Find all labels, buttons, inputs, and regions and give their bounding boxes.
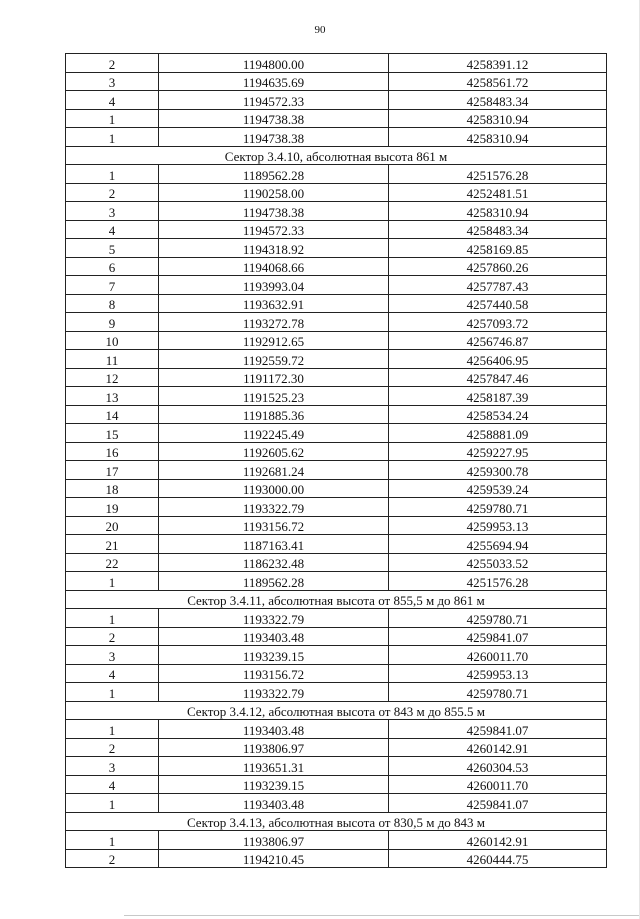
point-number-cell: 12	[66, 368, 159, 387]
point-number-cell: 17	[66, 461, 159, 480]
x-coordinate-cell: 1193000.00	[159, 479, 389, 498]
y-coordinate-cell: 4260444.75	[389, 849, 607, 868]
table-row	[66, 239, 607, 258]
table-row	[66, 849, 607, 868]
point-number-cell: 19	[66, 498, 159, 517]
table-row	[66, 368, 607, 387]
table-row	[66, 257, 607, 276]
table-row	[66, 405, 607, 424]
sector-title: Сектор 3.4.13, абсолютная высота от 830,5 м до 843 м	[66, 812, 607, 831]
x-coordinate-cell: 1192681.24	[159, 461, 389, 480]
point-number-cell: 10	[66, 331, 159, 350]
table-row	[66, 276, 607, 295]
y-coordinate-cell: 4255694.94	[389, 535, 607, 554]
point-number-cell: 2	[66, 54, 159, 73]
y-coordinate-cell: 4258187.39	[389, 387, 607, 406]
y-coordinate-cell: 4258881.09	[389, 424, 607, 443]
x-coordinate-cell: 1193272.78	[159, 313, 389, 332]
table-row	[66, 498, 607, 517]
y-coordinate-cell: 4259300.78	[389, 461, 607, 480]
coordinates-table-body	[66, 54, 607, 868]
y-coordinate-cell: 4256406.95	[389, 350, 607, 369]
point-number-cell: 1	[66, 128, 159, 147]
point-number-cell: 1	[66, 165, 159, 184]
y-coordinate-cell: 4259780.71	[389, 609, 607, 628]
y-coordinate-cell: 4259953.13	[389, 516, 607, 535]
y-coordinate-cell: 4251576.28	[389, 572, 607, 591]
sector-title: Сектор 3.4.10, абсолютная высота 861 м	[66, 146, 607, 165]
point-number-cell: 2	[66, 183, 159, 202]
sector-header-row	[66, 590, 607, 609]
x-coordinate-cell: 1194572.33	[159, 91, 389, 110]
x-coordinate-cell: 1193156.72	[159, 516, 389, 535]
x-coordinate-cell: 1194738.38	[159, 128, 389, 147]
x-coordinate-cell: 1186232.48	[159, 553, 389, 572]
point-number-cell: 8	[66, 294, 159, 313]
sector-header-row	[66, 812, 607, 831]
table-row	[66, 350, 607, 369]
y-coordinate-cell: 4258310.94	[389, 202, 607, 221]
point-number-cell: 14	[66, 405, 159, 424]
y-coordinate-cell: 4259841.07	[389, 720, 607, 739]
point-number-cell: 1	[66, 720, 159, 739]
y-coordinate-cell: 4259953.13	[389, 664, 607, 683]
point-number-cell: 1	[66, 683, 159, 702]
point-number-cell: 2	[66, 627, 159, 646]
table-row	[66, 683, 607, 702]
x-coordinate-cell: 1193322.79	[159, 683, 389, 702]
table-row	[66, 757, 607, 776]
y-coordinate-cell: 4258561.72	[389, 72, 607, 91]
point-number-cell: 4	[66, 664, 159, 683]
x-coordinate-cell: 1192605.62	[159, 442, 389, 461]
sector-header-row	[66, 701, 607, 720]
table-row	[66, 442, 607, 461]
x-coordinate-cell: 1187163.41	[159, 535, 389, 554]
point-number-cell: 3	[66, 72, 159, 91]
y-coordinate-cell: 4260011.70	[389, 646, 607, 665]
x-coordinate-cell: 1194572.33	[159, 220, 389, 239]
x-coordinate-cell: 1193322.79	[159, 609, 389, 628]
y-coordinate-cell: 4259539.24	[389, 479, 607, 498]
table-row	[66, 128, 607, 147]
y-coordinate-cell: 4258534.24	[389, 405, 607, 424]
point-number-cell: 3	[66, 202, 159, 221]
table-row	[66, 220, 607, 239]
x-coordinate-cell: 1193239.15	[159, 646, 389, 665]
page-number: 90	[314, 24, 326, 36]
table-row	[66, 794, 607, 813]
y-coordinate-cell: 4256746.87	[389, 331, 607, 350]
point-number-cell: 16	[66, 442, 159, 461]
point-number-cell: 1	[66, 609, 159, 628]
scan-bottom-line	[124, 915, 640, 916]
table-row	[66, 72, 607, 91]
x-coordinate-cell: 1193239.15	[159, 775, 389, 794]
table-row	[66, 424, 607, 443]
x-coordinate-cell: 1189562.28	[159, 572, 389, 591]
x-coordinate-cell: 1192912.65	[159, 331, 389, 350]
point-number-cell: 3	[66, 646, 159, 665]
y-coordinate-cell: 4258169.85	[389, 239, 607, 258]
y-coordinate-cell: 4257860.26	[389, 257, 607, 276]
x-coordinate-cell: 1193806.97	[159, 831, 389, 850]
y-coordinate-cell: 4252481.51	[389, 183, 607, 202]
table-row	[66, 609, 607, 628]
table-row	[66, 183, 607, 202]
point-number-cell: 1	[66, 794, 159, 813]
x-coordinate-cell: 1191172.30	[159, 368, 389, 387]
table-row	[66, 553, 607, 572]
x-coordinate-cell: 1193632.91	[159, 294, 389, 313]
y-coordinate-cell: 4259227.95	[389, 442, 607, 461]
y-coordinate-cell: 4259780.71	[389, 498, 607, 517]
y-coordinate-cell: 4259841.07	[389, 794, 607, 813]
table-row	[66, 91, 607, 110]
point-number-cell: 13	[66, 387, 159, 406]
point-number-cell: 18	[66, 479, 159, 498]
y-coordinate-cell: 4260304.53	[389, 757, 607, 776]
x-coordinate-cell: 1194800.00	[159, 54, 389, 73]
y-coordinate-cell: 4259841.07	[389, 627, 607, 646]
y-coordinate-cell: 4258391.12	[389, 54, 607, 73]
sector-title: Сектор 3.4.12, абсолютная высота от 843 м до 855.5 м	[66, 701, 607, 720]
table-row	[66, 535, 607, 554]
point-number-cell: 21	[66, 535, 159, 554]
x-coordinate-cell: 1193651.31	[159, 757, 389, 776]
y-coordinate-cell: 4258483.34	[389, 220, 607, 239]
table-row	[66, 461, 607, 480]
table-row	[66, 720, 607, 739]
point-number-cell: 9	[66, 313, 159, 332]
point-number-cell: 22	[66, 553, 159, 572]
point-number-cell: 1	[66, 572, 159, 591]
x-coordinate-cell: 1193322.79	[159, 498, 389, 517]
x-coordinate-cell: 1194210.45	[159, 849, 389, 868]
x-coordinate-cell: 1193403.48	[159, 627, 389, 646]
y-coordinate-cell: 4257440.58	[389, 294, 607, 313]
x-coordinate-cell: 1193403.48	[159, 794, 389, 813]
x-coordinate-cell: 1191885.36	[159, 405, 389, 424]
table-row	[66, 165, 607, 184]
table-row	[66, 664, 607, 683]
y-coordinate-cell: 4260142.91	[389, 738, 607, 757]
x-coordinate-cell: 1194738.38	[159, 109, 389, 128]
point-number-cell: 7	[66, 276, 159, 295]
table-row	[66, 572, 607, 591]
point-number-cell: 11	[66, 350, 159, 369]
table-row	[66, 387, 607, 406]
x-coordinate-cell: 1190258.00	[159, 183, 389, 202]
point-number-cell: 1	[66, 109, 159, 128]
y-coordinate-cell: 4257847.46	[389, 368, 607, 387]
table-row	[66, 313, 607, 332]
sector-header-row	[66, 146, 607, 165]
y-coordinate-cell: 4260142.91	[389, 831, 607, 850]
x-coordinate-cell: 1194635.69	[159, 72, 389, 91]
table-row	[66, 627, 607, 646]
y-coordinate-cell: 4257787.43	[389, 276, 607, 295]
point-number-cell: 2	[66, 738, 159, 757]
x-coordinate-cell: 1194068.66	[159, 257, 389, 276]
table-row	[66, 331, 607, 350]
y-coordinate-cell: 4258483.34	[389, 91, 607, 110]
y-coordinate-cell: 4259780.71	[389, 683, 607, 702]
point-number-cell: 6	[66, 257, 159, 276]
table-row	[66, 294, 607, 313]
y-coordinate-cell: 4258310.94	[389, 109, 607, 128]
sector-title: Сектор 3.4.11, абсолютная высота от 855,5 м до 861 м	[66, 590, 607, 609]
x-coordinate-cell: 1189562.28	[159, 165, 389, 184]
y-coordinate-cell: 4260011.70	[389, 775, 607, 794]
point-number-cell: 15	[66, 424, 159, 443]
x-coordinate-cell: 1193993.04	[159, 276, 389, 295]
x-coordinate-cell: 1191525.23	[159, 387, 389, 406]
y-coordinate-cell: 4251576.28	[389, 165, 607, 184]
point-number-cell: 4	[66, 220, 159, 239]
x-coordinate-cell: 1194738.38	[159, 202, 389, 221]
y-coordinate-cell: 4258310.94	[389, 128, 607, 147]
table-row	[66, 202, 607, 221]
x-coordinate-cell: 1193806.97	[159, 738, 389, 757]
table-row	[66, 516, 607, 535]
x-coordinate-cell: 1192245.49	[159, 424, 389, 443]
table-row	[66, 109, 607, 128]
table-row	[66, 479, 607, 498]
table-row	[66, 831, 607, 850]
y-coordinate-cell: 4257093.72	[389, 313, 607, 332]
point-number-cell: 2	[66, 849, 159, 868]
table-row	[66, 54, 607, 73]
point-number-cell: 4	[66, 775, 159, 794]
x-coordinate-cell: 1192559.72	[159, 350, 389, 369]
point-number-cell: 20	[66, 516, 159, 535]
point-number-cell: 4	[66, 91, 159, 110]
point-number-cell: 5	[66, 239, 159, 258]
table-row	[66, 775, 607, 794]
point-number-cell: 1	[66, 831, 159, 850]
coordinates-table	[65, 53, 607, 868]
point-number-cell: 3	[66, 757, 159, 776]
x-coordinate-cell: 1193403.48	[159, 720, 389, 739]
x-coordinate-cell: 1194318.92	[159, 239, 389, 258]
x-coordinate-cell: 1193156.72	[159, 664, 389, 683]
y-coordinate-cell: 4255033.52	[389, 553, 607, 572]
table-row	[66, 646, 607, 665]
table-row	[66, 738, 607, 757]
